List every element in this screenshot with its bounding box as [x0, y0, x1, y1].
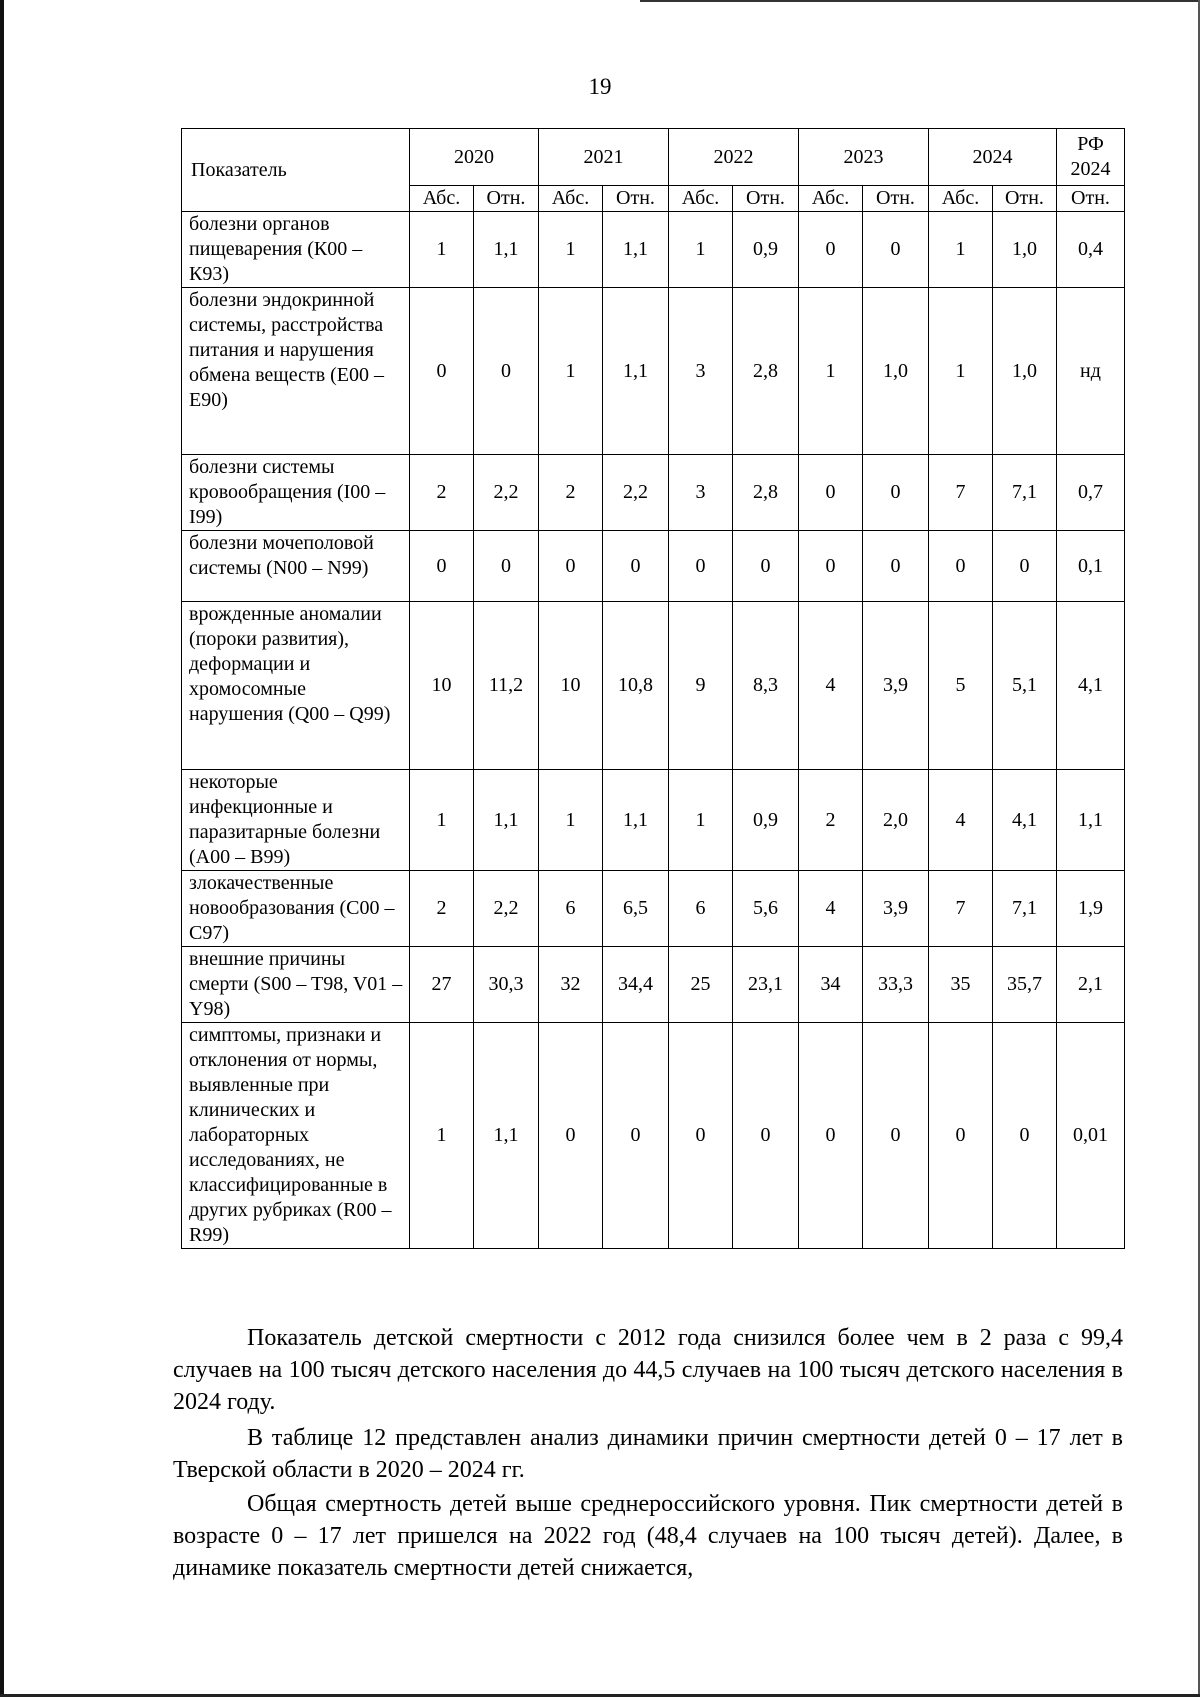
table-cell: 0: [799, 212, 863, 288]
table-cell: 0: [799, 455, 863, 531]
table-cell: 2,8: [733, 455, 799, 531]
table-cell: 6: [539, 871, 603, 947]
table-cell: 1: [929, 212, 993, 288]
table-cell: 7: [929, 455, 993, 531]
table-row: [182, 770, 1125, 871]
table-cell: 0: [929, 531, 993, 602]
subheader-abs: Абс.: [929, 186, 993, 212]
header-year-2023: 2023: [799, 129, 929, 186]
table-cell: 2,2: [474, 455, 539, 531]
table-cell: 0: [733, 531, 799, 602]
header-year-2021: 2021: [539, 129, 669, 186]
table-cell: 0: [863, 1023, 929, 1249]
table-cell: 4: [929, 770, 993, 871]
table-cell: 1,1: [603, 770, 669, 871]
table-cell: 1,1: [474, 770, 539, 871]
table-cell: 5,1: [993, 602, 1057, 770]
table-cell: 1: [669, 770, 733, 871]
row-label: злокачественные новообразования (С00 – С97): [182, 871, 410, 947]
table-cell: 2: [799, 770, 863, 871]
table-cell: 0: [539, 531, 603, 602]
table-cell: 2: [410, 871, 474, 947]
row-label: врожденные аномалии (пороки развития), деформации и хромосомные нарушения (Q00 – Q99): [182, 602, 410, 770]
table-cell: 1: [410, 212, 474, 288]
table-cell: 0: [669, 1023, 733, 1249]
table-cell: нд: [1057, 288, 1125, 455]
table-cell: 7,1: [993, 871, 1057, 947]
paragraph-mortality-decline: Показатель детской смертности с 2012 года снизился более чем в 2 раза с 99,4 случаев на 100 тысяч детского населения до 44,5 случаев на 100 тысяч детского населения в 2024 году.: [173, 1325, 1123, 1415]
subheader-abs: Абс.: [539, 186, 603, 212]
row-label: некоторые инфекционные и паразитарные болезни (А00 – В99): [182, 770, 410, 871]
table-cell: 0: [733, 1023, 799, 1249]
table-cell: 1,9: [1057, 871, 1125, 947]
table-cell: 0: [539, 1023, 603, 1249]
subheader-rel: Отн.: [993, 186, 1057, 212]
paragraph-table-reference: В таблице 12 представлен анализ динамики причин смертности детей 0 – 17 лет в Тверской области в 2020 – 2024 гг.: [173, 1425, 1123, 1483]
table-cell: 1,0: [863, 288, 929, 455]
table-cell: 1: [929, 288, 993, 455]
table-cell: 33,3: [863, 947, 929, 1023]
table-cell: 1,0: [993, 288, 1057, 455]
subheader-abs: Абс.: [410, 186, 474, 212]
table-cell: 35: [929, 947, 993, 1023]
scan-left-edge: [0, 0, 4, 1697]
table-cell: 10: [410, 602, 474, 770]
table-cell: 4,1: [1057, 602, 1125, 770]
table-cell: 0: [603, 531, 669, 602]
table-cell: 0: [863, 212, 929, 288]
table-cell: 0,9: [733, 212, 799, 288]
table-cell: 4: [799, 602, 863, 770]
table-cell: 7: [929, 871, 993, 947]
table-row: [182, 455, 1125, 531]
table-row: [182, 288, 1125, 455]
row-label: болезни системы кровообращения (I00 – I99): [182, 455, 410, 531]
table-row: [182, 1023, 1125, 1249]
table-row: [182, 871, 1125, 947]
table-cell: 1: [539, 288, 603, 455]
table-cell: 3: [669, 455, 733, 531]
table-cell: 4: [799, 871, 863, 947]
row-label: внешние причины смерти (S00 – T98, V01 – Y98): [182, 947, 410, 1023]
table-cell: 30,3: [474, 947, 539, 1023]
table-cell: 1,1: [474, 212, 539, 288]
table-cell: 1,1: [603, 288, 669, 455]
table-cell: 0: [993, 1023, 1057, 1249]
header-rf-year: 2024: [1070, 158, 1111, 180]
subheader-rel: Отн.: [474, 186, 539, 212]
table-cell: 0,4: [1057, 212, 1125, 288]
table-cell: 0,9: [733, 770, 799, 871]
table-cell: 10,8: [603, 602, 669, 770]
table-cell: 10: [539, 602, 603, 770]
table-cell: 0: [799, 1023, 863, 1249]
table-cell: 32: [539, 947, 603, 1023]
subheader-rel: Отн.: [733, 186, 799, 212]
table-cell: 35,7: [993, 947, 1057, 1023]
table-cell: 0,01: [1057, 1023, 1125, 1249]
page-number: 19: [588, 74, 612, 99]
table-cell: 2,8: [733, 288, 799, 455]
table-cell: 2,2: [603, 455, 669, 531]
paragraph-overall-mortality: Общая смертность детей выше среднероссийского уровня. Пик смертности детей в возрасте 0 – 17 лет пришелся на 2022 год (48,4 случаев на 100 тысяч детей). Далее, в динамике показатель смертности детей снижается,: [173, 1491, 1123, 1581]
table-cell: 0: [410, 288, 474, 455]
table-cell: 7,1: [993, 455, 1057, 531]
row-label: болезни органов пищеварения (К00 – К93): [182, 212, 410, 288]
table-cell: 1: [539, 770, 603, 871]
table-cell: 2: [539, 455, 603, 531]
table-cell: 8,3: [733, 602, 799, 770]
table-cell: 0: [993, 531, 1057, 602]
table-cell: 1,0: [993, 212, 1057, 288]
header-rf-label: РФ: [1077, 133, 1104, 155]
subheader-abs: Абс.: [669, 186, 733, 212]
table-cell: 34,4: [603, 947, 669, 1023]
header-year-2022: 2022: [669, 129, 799, 186]
table-header-row: [182, 129, 1125, 186]
table-body: [182, 212, 1125, 1249]
subheader-rel: Отн.: [863, 186, 929, 212]
subheader-rel: Отн.: [1057, 186, 1125, 212]
header-indicator: Показатель: [182, 129, 410, 212]
table-cell: 2,0: [863, 770, 929, 871]
table-cell: 0: [474, 288, 539, 455]
table-cell: 1: [539, 212, 603, 288]
table-cell: 1: [410, 1023, 474, 1249]
table-cell: 0,1: [1057, 531, 1125, 602]
table-cell: 3,9: [863, 602, 929, 770]
row-label: симптомы, признаки и отклонения от нормы, выявленные при клинических и лабораторных исследованиях, не классифицированные в других рубриках (R00 – R99): [182, 1023, 410, 1249]
subheader-rel: Отн.: [603, 186, 669, 212]
table-cell: 1: [410, 770, 474, 871]
table-cell: 1: [799, 288, 863, 455]
table-row: [182, 212, 1125, 288]
table-cell: 1,1: [1057, 770, 1125, 871]
table-row: [182, 531, 1125, 602]
table-cell: 0: [474, 531, 539, 602]
row-label: болезни мочеполовой системы (N00 – N99): [182, 531, 410, 602]
table-cell: 0: [863, 455, 929, 531]
table-cell: 6: [669, 871, 733, 947]
table-cell: 34: [799, 947, 863, 1023]
table-cell: 1: [669, 212, 733, 288]
table-cell: 23,1: [733, 947, 799, 1023]
table-cell: 4,1: [993, 770, 1057, 871]
header-rf-2024: [1057, 129, 1125, 186]
table-cell: 0: [603, 1023, 669, 1249]
table-cell: 0,7: [1057, 455, 1125, 531]
table-cell: 25: [669, 947, 733, 1023]
table-cell: 2,2: [474, 871, 539, 947]
table-cell: 0: [799, 531, 863, 602]
table-cell: 0: [863, 531, 929, 602]
header-year-2024: 2024: [929, 129, 1057, 186]
header-year-2020: 2020: [410, 129, 539, 186]
table-cell: 11,2: [474, 602, 539, 770]
table-cell: 0: [929, 1023, 993, 1249]
table-row: [182, 602, 1125, 770]
table-cell: 27: [410, 947, 474, 1023]
table-cell: 2,1: [1057, 947, 1125, 1023]
table-cell: 2: [410, 455, 474, 531]
table-cell: 5: [929, 602, 993, 770]
table-cell: 6,5: [603, 871, 669, 947]
table-cell: 5,6: [733, 871, 799, 947]
subheader-abs: Абс.: [799, 186, 863, 212]
table-cell: 3,9: [863, 871, 929, 947]
mortality-table: [181, 128, 1125, 1249]
row-label: болезни эндокринной системы, расстройства питания и нарушения обмена веществ (Е00 – Е90): [182, 288, 410, 455]
table-cell: 0: [669, 531, 733, 602]
table-row: [182, 947, 1125, 1023]
scan-top-edge: [640, 0, 1200, 2]
table-cell: 0: [410, 531, 474, 602]
table-cell: 9: [669, 602, 733, 770]
table-cell: 3: [669, 288, 733, 455]
table-cell: 1,1: [603, 212, 669, 288]
table-cell: 1,1: [474, 1023, 539, 1249]
